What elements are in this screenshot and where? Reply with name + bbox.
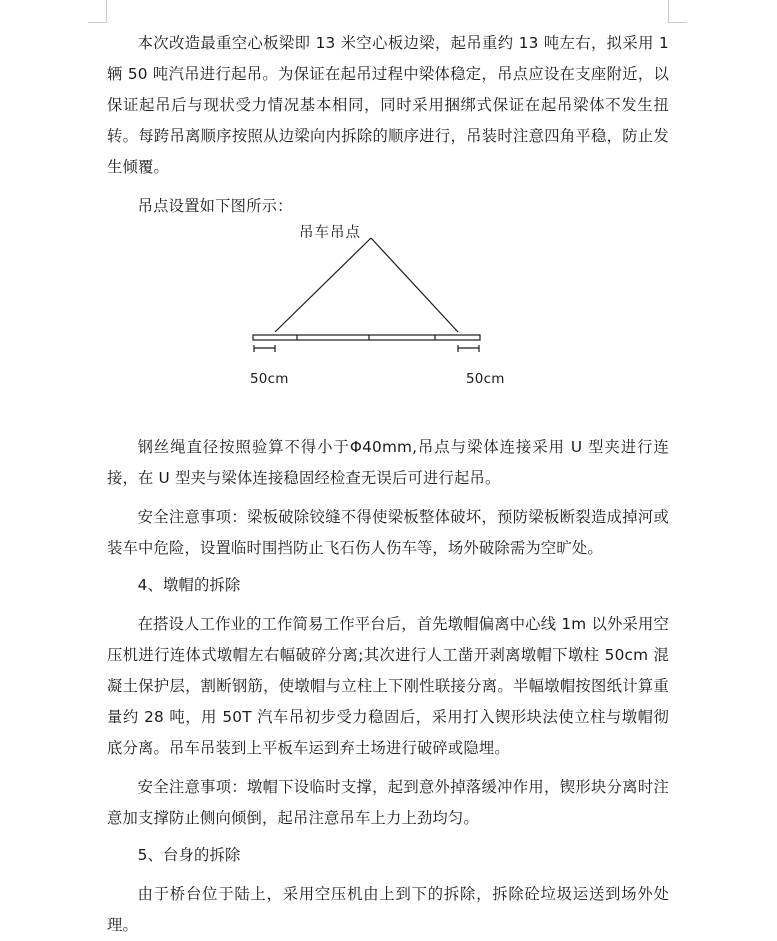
left-sling-line (275, 238, 371, 332)
paragraph-lifting-plan: 本次改造最重空心板梁即 13 米空心板边梁，起吊重约 13 吨左右，拟采用 1 辆 50 吨汽吊进行起吊。为保证在起吊过程中梁体稳定，吊点应设在支座附近，以保证起吊后与现状受力情况基本相同，同时采用捆绑式保证在起吊梁体不发生扭转。每跨吊离顺序按照从边梁向内拆除的顺序进行，吊装时注意四角平稳，防止发生倾覆。 (107, 34, 669, 176)
paragraph-figure-intro: 吊点设置如下图所示： (137, 197, 293, 215)
beam-plate (253, 335, 480, 340)
heading-pier-cap-removal: 4、墩帽的拆除 (137, 576, 241, 594)
dimension-label-left: 50cm (250, 371, 289, 387)
diagram-title: 吊车吊点 (299, 225, 361, 241)
lifting-point-diagram (107, 224, 669, 432)
right-sling-line (371, 238, 458, 332)
paragraph-safety-pier-cap: 安全注意事项：墩帽下设临时支撑，起到意外掉落缓冲作用，锲形块分离时注意加支撑防止侧向倾倒，起吊注意吊车上力上劲均匀。 (107, 778, 669, 827)
paragraph-wire-rope: 钢丝绳直径按照验算不得小于Φ40mm,吊点与梁体连接采用 U 型夹进行连接，在 U 型夹与梁体连接稳固经检查无误后可进行起吊。 (107, 438, 669, 487)
lifting-diagram-svg (107, 224, 669, 432)
dimension-label-right: 50cm (466, 371, 505, 387)
paragraph-abutment-method: 由于桥台位于陆上，采用空压机由上到下的拆除，拆除砼垃圾运送到场外处理。 (107, 885, 669, 934)
document-body (107, 28, 669, 941)
page-corner-top-left (88, 0, 107, 23)
paragraph-pier-cap-method: 在搭设人工作业的工作简易工作平台后，首先墩帽偏离中心线 1m 以外采用空压机进行连体式墩帽左右幅破碎分离;其次进行人工凿开剥离墩帽下墩柱 50cm 混凝土保护层，割断钢筋，使墩帽与立柱上下刚性联接分离。半幅墩帽按图纸计算重量约 28 吨，用 50T 汽车吊初步受力稳固后，采用打入锲形块法使立柱与墩帽彻底分离。吊车吊装到上平板车运到弃土场进行破碎或隐埋。 (107, 615, 669, 757)
paragraph-safety-beam: 安全注意事项：梁板破除铰缝不得使梁板整体破坏，预防梁板断裂造成掉河或装车中危险，设置临时围挡防止飞石伤人伤车等，场外破除需为空旷处。 (107, 508, 669, 557)
page-corner-top-right (668, 0, 687, 23)
heading-abutment-removal: 5、台身的拆除 (137, 846, 241, 864)
